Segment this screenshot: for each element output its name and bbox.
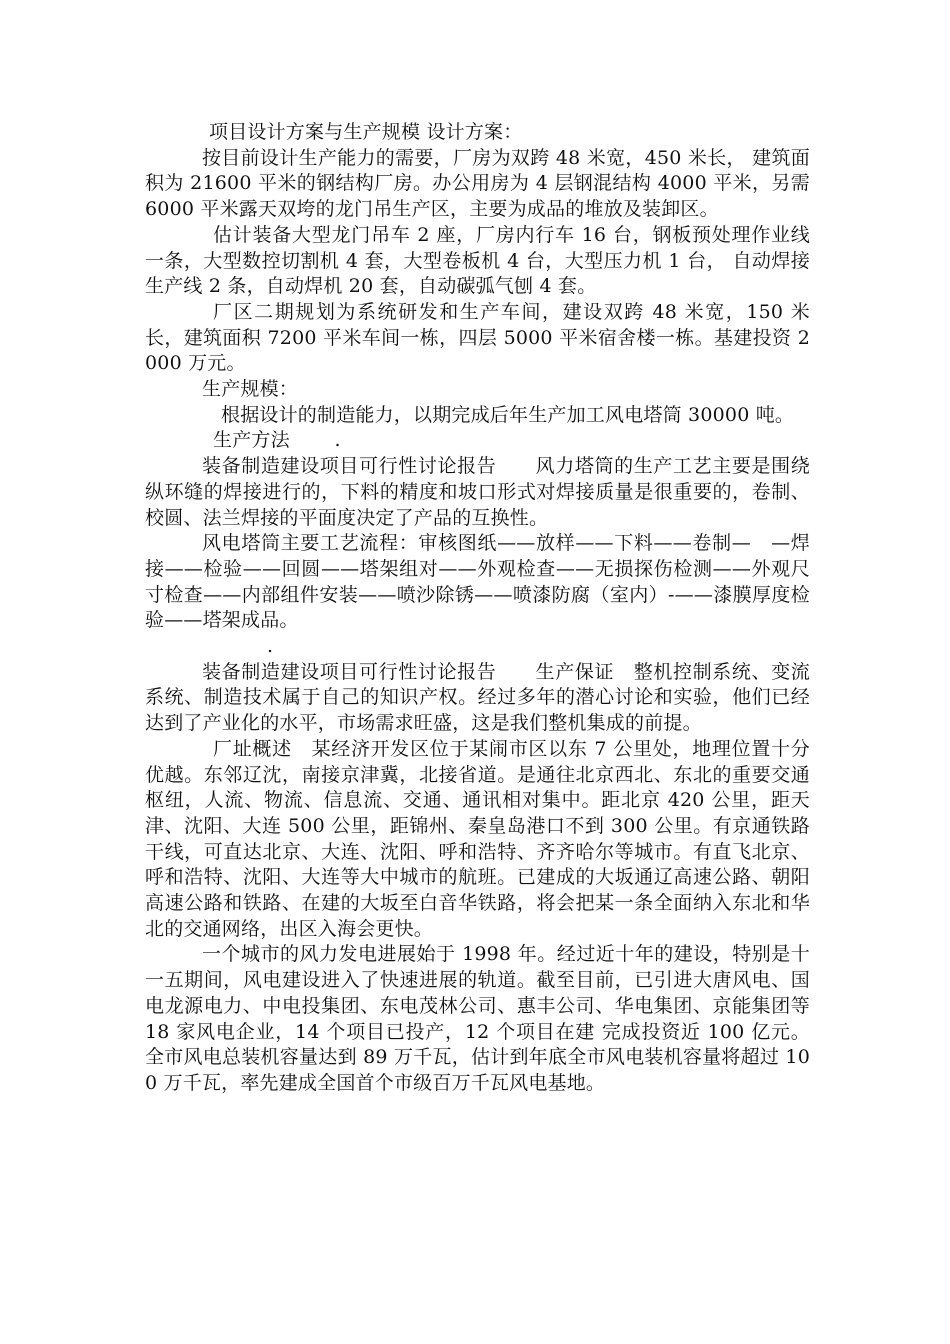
section-heading-method: 生产方法 . bbox=[213, 429, 341, 452]
paragraph-wind-power-development: 一个城市的风力发电进展始于 1998 年。经过近十年的建设，特别是十一五期间，风电建设进入了快速进展的轨道。截至目前，已引进大唐风电、国电龙源电力、中电投集团、东电茂林公司、惠丰公司、华电集团、京能集团等 18 家风电企业，14 个项目已投产，12 个项目在建 完成投资近 100 亿元。全市风电总装机容量达到 89 万千瓦，估计到年底全市风电装机容量将超过 100 万千瓦，率先建成全国首个市级百万千瓦风电基地。 bbox=[145, 943, 810, 1094]
dot-line: . bbox=[267, 635, 274, 658]
paragraph-production-guarantee: 装备制造建设项目可行性讨论报告 生产保证 整机控制系统、变流系统、制造技术属于自己的知识产权。经过多年的潜心讨论和实验，他们已经达到了产业化的水平，市场需求旺盛，这是我们整机集成的前提。 bbox=[145, 660, 810, 735]
paragraph-plant-building: 按目前设计生产能力的需要，厂房为双跨 48 米宽，450 米长， 建筑面积为 21600 平米的钢结构厂房。办公用房为 4 层钢混结构 4000 平米，另需 6000 平米露天双垮的龙门吊生产区，主要为成品的堆放及装卸区。 bbox=[145, 146, 810, 221]
document-body bbox=[145, 120, 810, 1097]
section-heading-design: 项目设计方案与生产规模 设计方案： bbox=[209, 121, 523, 143]
paragraph-process-flow: 风电塔筒主要工艺流程：审核图纸——放样——下料——卷制— —焊接——检验——回圆——塔架组对——外观检查——无损探伤检测——外观尺寸检查——内部组件安装——喷沙除锈——喷漆防腐（室内）-——漆膜厚度检验——塔架成品。 bbox=[145, 532, 810, 632]
paragraph-process-overview: 装备制造建设项目可行性讨论报告 风力塔筒的生产工艺主要是围绕纵环缝的焊接进行的，下料的精度和坡口形式对焊接质量是很重要的，卷制、校圆、法兰焊接的平面度决定了产品的互换性。 bbox=[145, 455, 810, 529]
paragraph-site-overview: 厂址概述 某经济开发区位于某闹市区以东 7 公里处，地理位置十分优越。东邻辽沈，南接京津冀，北接省道。是通往北京西北、东北的重要交通枢纽，人流、物流、信息流、交通、通讯相对集中。距北京 420 公里，距天津、沈阳、大连 500 公里，距锦州、秦皇岛港口不到 300 公里。有京通铁路干线，可直达北京、大连、沈阳、呼和浩特、齐齐哈尔等城市。有直飞北京、呼和浩特、沈阳、大连等大中城市的航班。已建成的大坂通辽高速公路、朝阳高速公路和铁路、在建的大坂至白音华铁路，将会把某一条全面纳入东北和华北的交通网络，出区入海会更快。 bbox=[145, 737, 810, 940]
paragraph-equipment: 估计装备大型龙门吊车 2 座，厂房内行车 16 台，钢板预处理作业线一条，大型数控切割机 4 套，大型卷板机 4 台，大型压力机 1 台， 自动焊接生产线 2 条，自动焊机 20 套，自动碳弧气刨 4 套。 bbox=[145, 223, 810, 298]
paragraph-production-scale: 根据设计的制造能力，以期完成后年生产加工风电塔筒 30000 吨。 bbox=[221, 403, 795, 426]
section-heading-scale: 生产规模： bbox=[202, 378, 299, 401]
paragraph-phase-two: 厂区二期规划为系统研发和生产车间，建设双跨 48 米宽，150 米长，建筑面积 7200 平米车间一栋，四层 5000 平米宿舍楼一栋。基建投资 2000 万元。 bbox=[145, 300, 810, 375]
